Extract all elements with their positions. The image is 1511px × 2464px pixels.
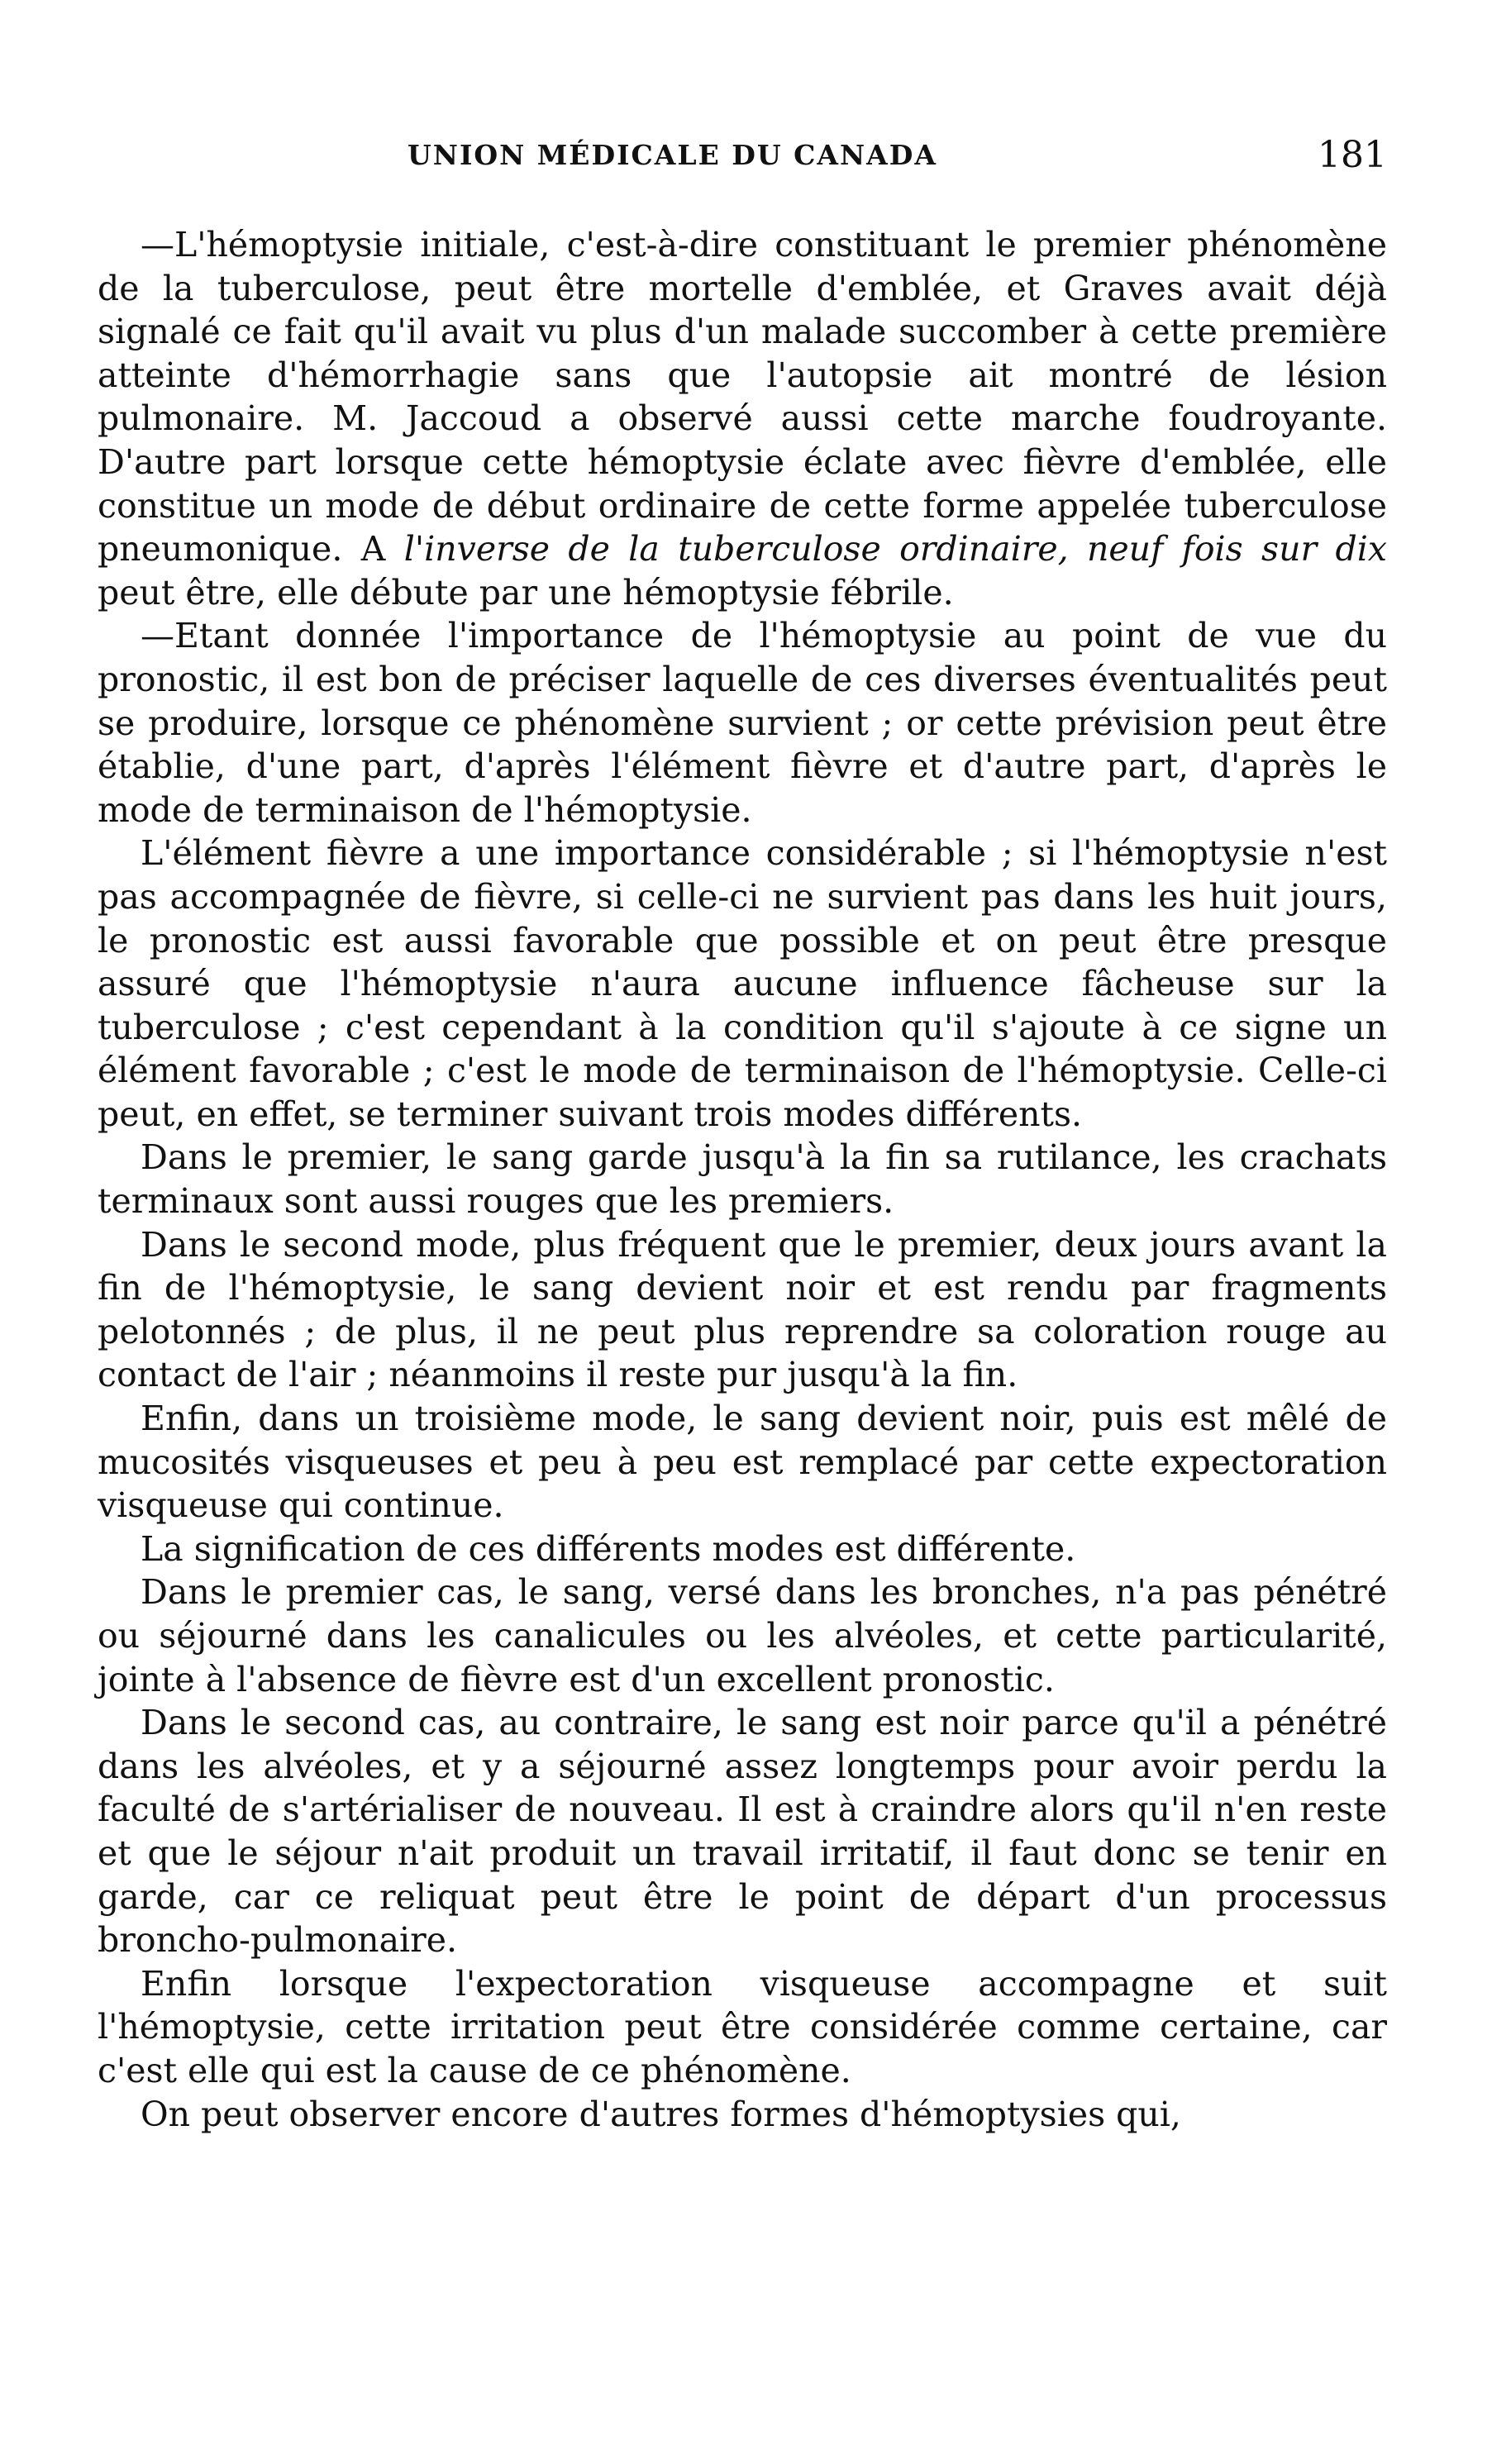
running-title: UNION MÉDICALE DU CANADA	[408, 139, 937, 171]
paragraph-text: —L'hémoptysie initiale, c'est-à-dire constituant le premier phénomène de la tuberculose, peut être mortelle d'emblée, et Graves avait déjà signalé ce fait qu'il avait vu plus d'un malade succomber à cette première atteinte d'hémorrhagie sans que l'autopsie ait montré de lésion pulmonaire. M. Jaccoud a observé aussi cette marche foudroyante. D'autre part lorsque cette hémoptysie éclate avec fièvre d'emblée, elle constitue un mode de début ordinaire de cette forme appelée tuberculose pneumonique.	[98, 225, 1387, 570]
paragraph-9: Dans le second cas, au contraire, le sang est noir parce qu'il a pénétré dans les alvéoles, et y a séjourné assez longtemps pour avoir perdu la faculté de s'artérialiser de nouveau. Il est à craindre alors qu'il n'en reste et que le séjour n'ait produit un travail irritatif, il faut donc se tenir en garde, car ce reliquat peut être le point de départ d'un processus broncho-pulmonaire.	[98, 1703, 1387, 1961]
body-text	[98, 223, 1387, 2136]
paragraph-2: —Etant donnée l'importance de l'hémoptysie au point de vue du pronostic, il est bon de préciser laquelle de ces diverses éventualités peut se produire, lorsque ce phénomène survient ; or cette prévision peut être établie, d'une part, d'après l'élément fièvre et d'autre part, d'après le mode de terminaison de l'hémoptysie.	[98, 616, 1387, 830]
paragraph-11: On peut observer encore d'autres formes d'hémoptysies qui,	[141, 2094, 1181, 2134]
paragraph-8: Dans le premier cas, le sang, versé dans les bronches, n'a pas pénétré ou séjourné dans les canalicules ou les alvéoles, et cette particularité, jointe à l'absence de fièvre est d'un excellent pronostic.	[98, 1572, 1387, 1699]
paragraph-text: A	[342, 529, 404, 570]
paragraph-7: La signification de ces différents modes est différente.	[141, 1528, 1076, 1569]
paragraph-10: Enfin lorsque l'expectoration visqueuse accompagne et suit l'hémoptysie, cette irritation peut être considérée comme certaine, car c'est elle qui est la cause de ce phénomène.	[98, 1963, 1387, 2090]
page-number: 181	[1318, 134, 1387, 176]
italic-passage: l'inverse de la tuberculose ordinaire, neuf fois sur dix	[403, 529, 1387, 570]
paragraph-4: Dans le premier, le sang garde jusqu'à la fin sa rutilance, les crachats terminaux sont aussi rouges que les premiers.	[98, 1137, 1387, 1222]
page-header	[98, 134, 1387, 188]
paragraph-1	[98, 223, 1387, 614]
paragraph-6: Enfin, dans un troisième mode, le sang devient noir, puis est mêlé de mucosités visqueuses et peu à peu est remplacé par cette expectoration visqueuse qui continue.	[98, 1399, 1387, 1526]
paragraph-3: L'élément fièvre a une importance considérable ; si l'hémoptysie n'est pas accompagnée de fièvre, si celle-ci ne survient pas dans les huit jours, le pronostic est aussi favorable que possible et on peut être presque assuré que l'hémoptysie n'aura aucune influence fâcheuse sur la tuberculose ; c'est cependant à la condition qu'il s'ajoute à ce signe un élément favorable ; c'est le mode de terminaison de l'hémoptysie. Celle-ci peut, en effet, se terminer suivant trois modes différents.	[98, 833, 1387, 1134]
paragraph-text: peut être, elle débute par une hémoptysie fébrile.	[98, 572, 954, 612]
paragraph-5: Dans le second mode, plus fréquent que le premier, deux jours avant la fin de l'hémoptysie, le sang devient noir et est rendu par fragments pelotonnés ; de plus, il ne peut plus reprendre sa coloration rouge au contact de l'air ; néanmoins il reste pur jusqu'à la fin.	[98, 1224, 1387, 1395]
